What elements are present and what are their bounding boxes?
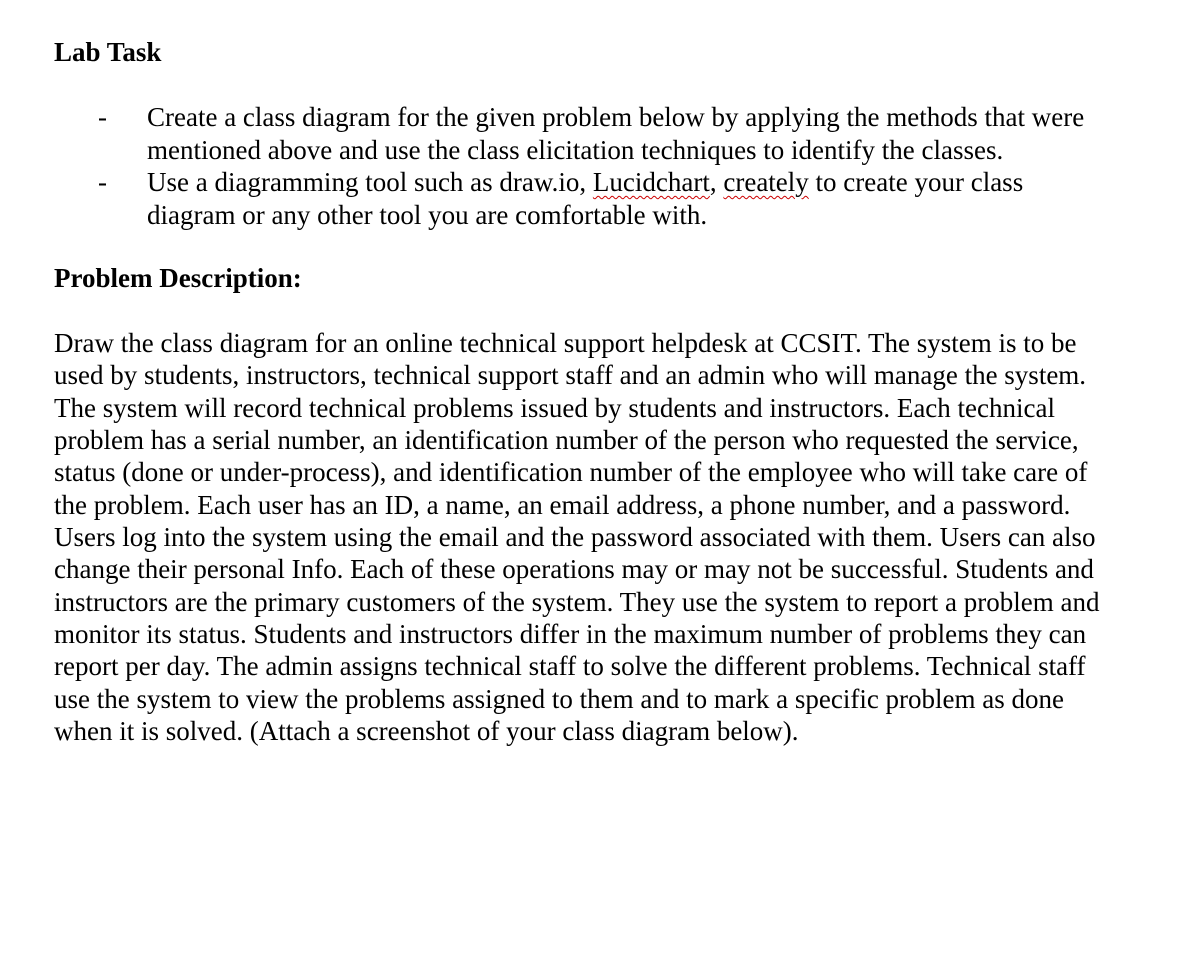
description-line: problem has a serial number, an identification number of the person who requested the service, <box>54 425 1079 456</box>
description-line: The system will record technical problems issued by students and instructors. Each technical <box>54 392 1055 423</box>
misspelled-word-creately[interactable]: creately <box>723 167 809 197</box>
bullet-dash: - <box>98 102 107 132</box>
task-2-text-before: Use a diagramming tool such as draw.io, <box>147 167 593 197</box>
description-line: when it is solved. (Attach a screenshot of your class diagram below). <box>54 716 799 747</box>
description-line: instructors are the primary customers of the system. They use the system to report a problem and <box>54 586 1100 617</box>
description-line: Users log into the system using the email and the password associated with them. Users can also <box>54 522 1096 553</box>
description-line: report per day. The admin assigns technical staff to solve the different problems. Technical staff <box>54 651 1086 682</box>
task-item-2 <box>54 166 1164 231</box>
description-line: status (done or under-process), and identification number of the employee who will take care of <box>54 457 1088 488</box>
task-item-1 <box>54 101 1164 166</box>
misspelled-word-lucidchart[interactable]: Lucidchart <box>592 167 710 197</box>
task-1-line-1: Create a class diagram for the given problem below by applying the methods that were <box>147 102 1085 132</box>
description-line: the problem. Each user has an ID, a name, an email address, a phone number, and a password. <box>54 489 1071 520</box>
description-line: used by students, instructors, technical support staff and an admin who will manage the system. <box>54 360 1087 391</box>
problem-description-heading: Problem Description: <box>54 263 302 293</box>
task-2-line-1 <box>147 166 1164 199</box>
bullet-dash: - <box>98 167 107 197</box>
description-line: monitor its status. Students and instructors differ in the maximum number of problems they can <box>54 619 1087 650</box>
description-line: change their personal Info. Each of these operations may or may not be successful. Students and <box>54 554 1094 585</box>
task-2-line-2: diagram or any other tool you are comfortable with. <box>147 199 708 230</box>
task-2-comma: , <box>709 167 724 197</box>
lab-task-heading: Lab Task <box>54 37 162 67</box>
problem-description-paragraph <box>54 327 1164 747</box>
description-line: use the system to view the problems assigned to them and to mark a specific problem as done <box>54 683 1065 714</box>
task-list <box>54 101 1164 231</box>
description-line: Draw the class diagram for an online technical support helpdesk at CCSIT. The system is to be <box>54 328 1077 358</box>
task-2-text-after: to create your class <box>808 167 1024 197</box>
task-1-line-2: mentioned above and use the class elicitation techniques to identify the classes. <box>147 134 1004 165</box>
